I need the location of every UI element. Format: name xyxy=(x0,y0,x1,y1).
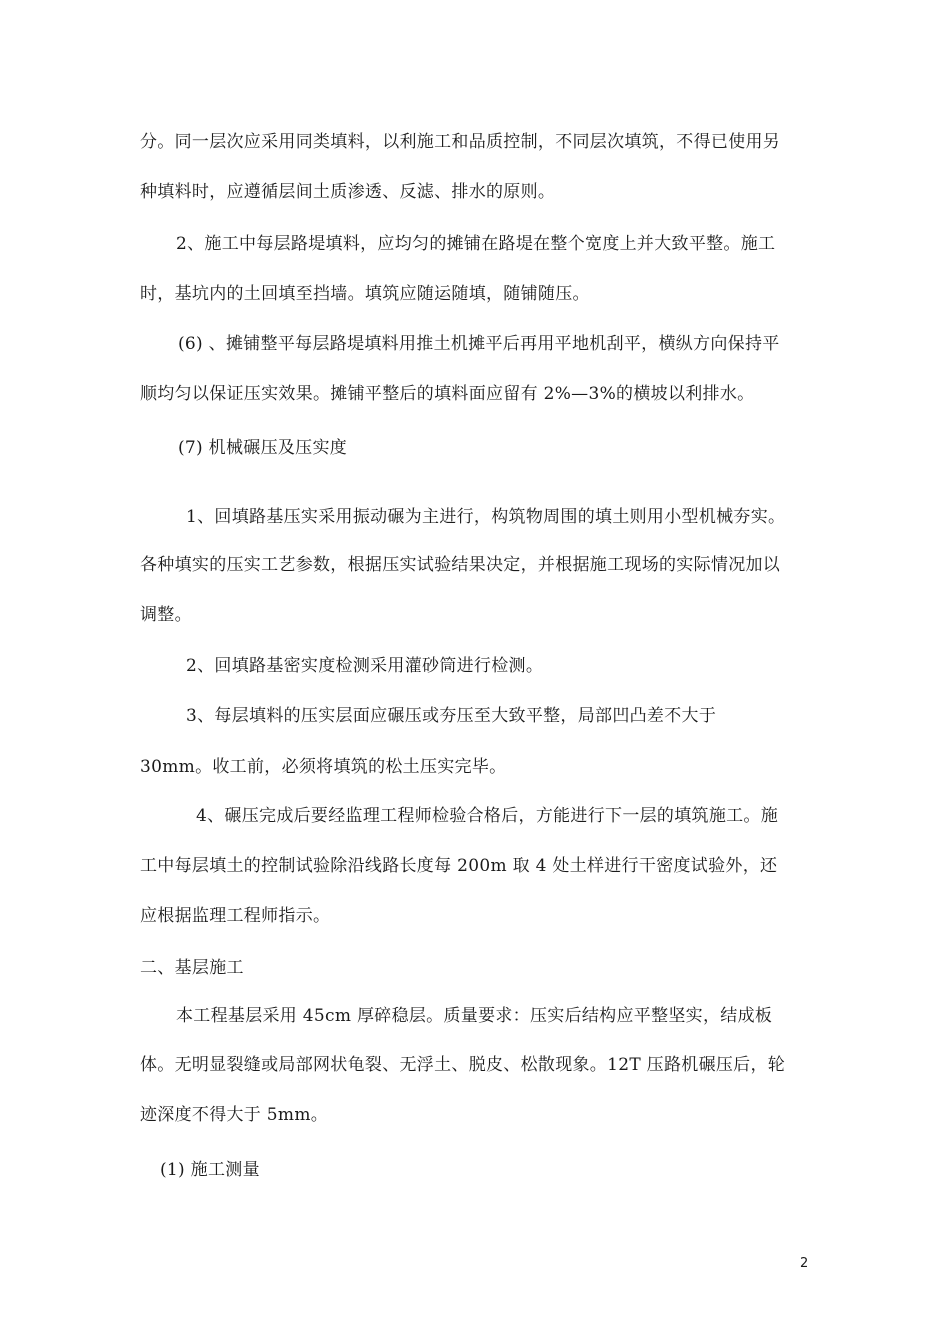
paragraph-line: 各种填实的压实工艺参数，根据压实试验结果决定，并根据施工现场的实际情况加以 xyxy=(140,555,781,575)
section-heading: (1) 施工测量 xyxy=(160,1160,260,1180)
section-heading: (7) 机械碾压及压实度 xyxy=(178,438,348,458)
paragraph-line: 4、碾压完成后要经监理工程师检验合格后，方能进行下一层的填筑施工。施 xyxy=(196,806,779,826)
paragraph-line: 2、施工中每层路堤填料，应均匀的摊铺在路堤在整个宽度上并大致平整。施工 xyxy=(176,234,776,254)
paragraph-line: (6) 、摊铺整平每层路堤填料用推土机摊平后再用平地机刮平，横纵方向保持平 xyxy=(178,334,780,354)
paragraph-line: 时，基坑内的土回填至挡墙。填筑应随运随填，随铺随压。 xyxy=(140,284,590,304)
section-heading: 二、基层施工 xyxy=(140,958,244,978)
paragraph-line: 调整。 xyxy=(140,605,192,625)
paragraph-line: 应根据监理工程师指示。 xyxy=(140,906,331,926)
paragraph-line: 2、回填路基密实度检测采用灌砂筒进行检测。 xyxy=(186,656,544,676)
paragraph-line: 本工程基层采用 45cm 厚碎稳层。质量要求：压实后结构应平整坚实，结成板 xyxy=(176,1006,773,1026)
paragraph-line: 顺均匀以保证压实效果。摊铺平整后的填料面应留有 2%—3%的横坡以利排水。 xyxy=(140,384,755,404)
paragraph-line: 1、回填路基压实采用振动碾为主进行，构筑物周围的填土则用小型机械夯实。 xyxy=(186,507,786,527)
paragraph-line: 3、每层填料的压实层面应碾压或夯压至大致平整，局部凹凸差不大于 xyxy=(186,706,717,726)
paragraph-line: 分。同一层次应采用同类填料，以利施工和品质控制，不同层次填筑，不得已使用另 xyxy=(140,132,781,152)
paragraph-line: 30mm。收工前，必须将填筑的松土压实完毕。 xyxy=(140,757,507,777)
paragraph-line: 体。无明显裂缝或局部网状龟裂、无浮土、脱皮、松散现象。12T 压路机碾压后，轮 xyxy=(140,1055,786,1075)
paragraph-line: 种填料时，应遵循层间土质渗透、反滤、排水的原则。 xyxy=(140,182,556,202)
paragraph-line: 工中每层填土的控制试验除沿线路长度每 200m 取 4 处土样进行干密度试验外，还 xyxy=(140,856,778,876)
paragraph-line: 迹深度不得大于 5mm。 xyxy=(140,1105,329,1125)
page-number: 2 xyxy=(800,1256,809,1271)
